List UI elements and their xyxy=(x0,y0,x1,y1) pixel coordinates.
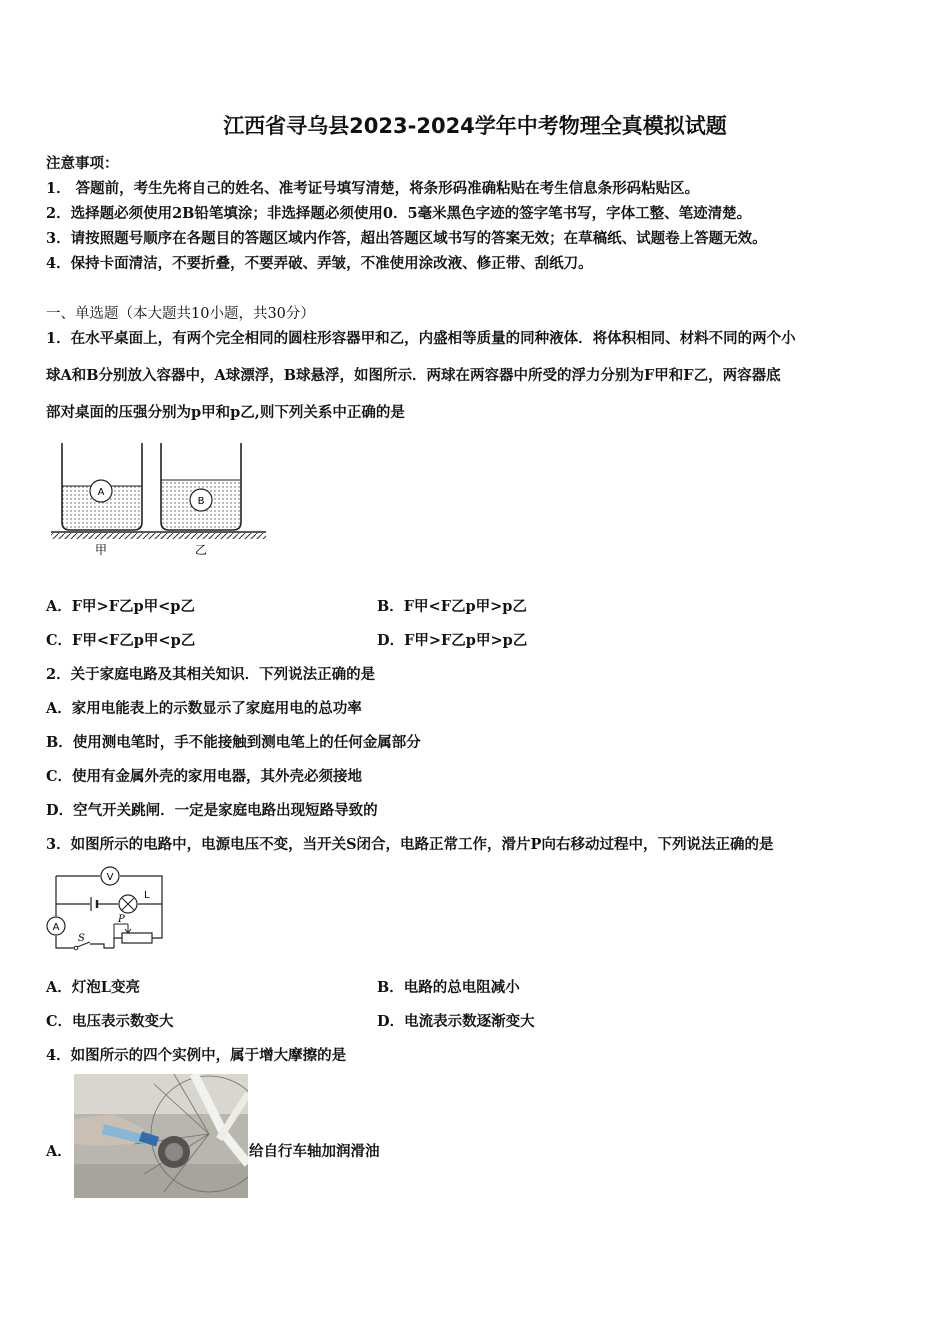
notice-heading: 注意事项： xyxy=(46,155,119,172)
label-yi: 乙 xyxy=(194,543,208,557)
voltmeter-label: V xyxy=(106,872,114,883)
q3-option-c[interactable]: C．电压表示数变大 xyxy=(46,1013,174,1030)
notice-item-4: 4．保持卡面清洁，不要折叠，不要弄破、弄皱，不准使用涂改液、修正带、刮纸刀。 xyxy=(46,255,593,272)
q4-stem: 4．如图所示的四个实例中，属于增大摩擦的是 xyxy=(46,1047,347,1064)
q1-line-1: 1．在水平桌面上，有两个完全相同的圆柱形容器甲和乙，内盛相等质量的同种液体．将体积相同、材料不同的两个小 xyxy=(46,330,796,347)
lamp-icon xyxy=(119,895,137,913)
battery-icon xyxy=(91,897,97,911)
page-title: 江西省寻乌县2023-2024学年中考物理全真模拟试题 xyxy=(223,114,727,138)
q3-circuit-figure xyxy=(44,866,169,958)
q1-containers-figure xyxy=(46,438,271,558)
q2-option-c[interactable]: C．使用有金属外壳的家用电器，其外壳必须接地 xyxy=(46,768,363,785)
table-surface xyxy=(51,532,266,539)
q1-option-d[interactable]: D．F甲>F乙p甲>p乙 xyxy=(377,632,528,649)
rheostat-icon xyxy=(114,924,152,943)
voltmeter-icon xyxy=(101,867,119,885)
ball-a-label: A xyxy=(97,487,105,498)
q1-option-b[interactable]: B．F甲<F乙p甲>p乙 xyxy=(377,598,527,615)
ammeter-icon xyxy=(47,917,65,935)
container-right xyxy=(161,443,241,530)
lamp-label: L xyxy=(144,890,150,901)
ball-b xyxy=(190,489,212,511)
section-heading: 一、单选题（本大题共10小题，共30分） xyxy=(46,306,315,322)
q1-line-2: 球A和B分别放入容器中，A球漂浮，B球悬浮，如图所示．两球在两容器中所受的浮力分别为F甲和F乙，两容器底 xyxy=(46,367,781,384)
q2-option-a[interactable]: A．家用电能表上的示数显示了家庭用电的总功率 xyxy=(46,700,362,717)
notice-item-1: 1． 答题前，考生先将自己的姓名、准考证号填写清楚，将条形码准确粘贴在考生信息条形码粘贴区。 xyxy=(46,180,700,197)
q4-option-a-label[interactable]: A． xyxy=(46,1143,72,1160)
q4-option-a-text[interactable]: 给自行车轴加润滑油 xyxy=(249,1143,380,1160)
q3-option-b[interactable]: B．电路的总电阻减小 xyxy=(377,979,520,996)
notice-item-2: 2．选择题必须使用2B铅笔填涂；非选择题必须使用0．5毫米黑色字迹的签字笔书写，字体工整、笔迹清楚。 xyxy=(46,205,752,222)
slider-label: P xyxy=(118,914,125,925)
q3-stem: 3．如图所示的电路中，电源电压不变，当开关S闭合，电路正常工作，滑片P向右移动过程中，下列说法正确的是 xyxy=(46,836,774,853)
ball-a xyxy=(90,480,112,502)
label-jia: 甲 xyxy=(94,543,108,557)
q1-line-3: 部对桌面的压强分别为p甲和p乙,则下列关系中正确的是 xyxy=(46,404,405,421)
ammeter-label: A xyxy=(52,922,60,933)
q1-option-c[interactable]: C．F甲<F乙p甲<p乙 xyxy=(46,632,196,649)
switch-label: S xyxy=(78,933,85,944)
q1-option-a[interactable]: A．F甲>F乙p甲<p乙 xyxy=(46,598,195,615)
q3-option-d[interactable]: D．电流表示数逐渐变大 xyxy=(377,1013,535,1030)
ball-b-label: B xyxy=(197,496,205,507)
q3-option-a[interactable]: A．灯泡L变亮 xyxy=(46,979,140,996)
q2-option-b[interactable]: B．使用测电笔时，手不能接触到测电笔上的任何金属部分 xyxy=(46,734,421,751)
bicycle-lubrication-photo xyxy=(74,1074,248,1198)
q2-option-d[interactable]: D．空气开关跳闸．一定是家庭电路出现短路导致的 xyxy=(46,802,378,819)
q2-stem: 2．关于家庭电路及其相关知识．下列说法正确的是 xyxy=(46,666,376,683)
notice-item-3: 3．请按照题号顺序在各题目的答题区域内作答，超出答题区域书写的答案无效；在草稿纸、试题卷上答题无效。 xyxy=(46,230,767,247)
